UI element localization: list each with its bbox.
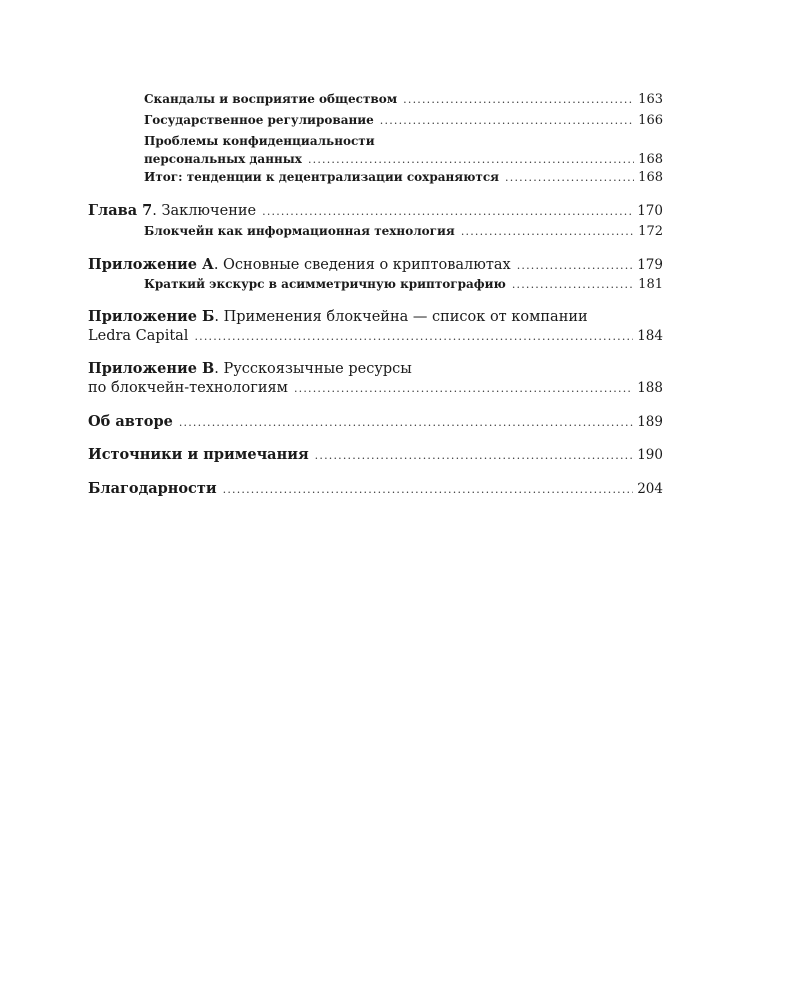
toc-entry-scandals[interactable] <box>144 92 663 110</box>
toc-entry-summary[interactable] <box>144 170 663 188</box>
toc-page-number: 172 <box>638 224 663 239</box>
toc-entry-subtitle: . Заключение <box>152 203 257 219</box>
toc-page-number: 188 <box>637 380 663 396</box>
toc-page-number: 189 <box>637 414 663 430</box>
toc-entry-acknowledgements[interactable] <box>88 480 663 500</box>
dot-leader <box>294 382 633 395</box>
toc-entry-title: Проблемы конфиденциальности <box>144 134 375 148</box>
dot-leader <box>403 93 634 106</box>
toc-entry-title-cont: персональных данных <box>144 152 302 166</box>
toc-entry-regulation[interactable] <box>144 113 663 131</box>
dot-leader <box>512 278 634 291</box>
toc-page-number: 204 <box>637 481 663 497</box>
toc-entry-appendix-b[interactable] <box>88 308 663 348</box>
toc-entry-title: Скандалы и восприятие обществом <box>144 92 398 106</box>
toc-entry-crypto-excursus[interactable] <box>144 277 663 295</box>
dot-leader <box>517 259 634 272</box>
toc-page-number: 163 <box>638 92 663 107</box>
dot-leader <box>223 483 634 496</box>
dot-leader <box>505 171 634 184</box>
toc-page-number: 190 <box>637 447 663 463</box>
toc-entry-title <box>88 256 511 273</box>
toc-page-number: 166 <box>638 113 663 128</box>
toc-page-number: 179 <box>637 257 663 273</box>
toc-entry-title: Итог: тенденции к децентрализации сохраняются <box>144 170 500 184</box>
toc-entry-label: Глава 7 <box>88 202 153 219</box>
toc-page-number: 181 <box>638 277 663 292</box>
toc-entry-label: Приложение А <box>88 256 214 273</box>
toc-page-number: 170 <box>637 203 663 219</box>
toc-entry-label: Благодарности <box>88 480 217 497</box>
toc-entry-subtitle: . Применения блокчейна — список от компании <box>214 309 588 325</box>
toc-entry-blockchain-it[interactable] <box>144 224 663 242</box>
dot-leader <box>315 449 634 462</box>
toc-entry-label: Источники и примечания <box>88 446 309 463</box>
toc-entry-privacy[interactable] <box>144 134 663 170</box>
dot-leader <box>380 114 634 127</box>
toc-entry-title-cont: Ledra Capital <box>88 328 189 344</box>
toc-entry-title <box>88 308 588 325</box>
dot-leader <box>194 330 633 343</box>
toc-entry-subtitle: . Русскоязычные ресурсы <box>214 361 412 377</box>
toc-page-number: 168 <box>638 152 663 167</box>
toc-page-number: 184 <box>637 328 663 344</box>
dot-leader <box>262 205 633 218</box>
toc-entry-label: Приложение В <box>88 360 215 377</box>
toc-entry-title <box>88 360 412 377</box>
toc-entry-title <box>88 202 256 219</box>
toc-entry-label: Об авторе <box>88 413 173 430</box>
dot-leader <box>308 153 634 166</box>
dot-leader <box>461 225 634 238</box>
toc-entry-title: Краткий экскурс в асимметричную криптографию <box>144 277 506 291</box>
toc-entry-title: Блокчейн как информационная технология <box>144 224 455 238</box>
toc-entry-chapter-7[interactable] <box>88 202 663 222</box>
toc-entry-label: Приложение Б <box>88 308 215 325</box>
toc-entry-appendix-a[interactable] <box>88 256 663 276</box>
toc-entry-title-cont: по блокчейн-технологиям <box>88 380 288 396</box>
toc-entry-sources[interactable] <box>88 446 663 466</box>
toc-entry-appendix-v[interactable] <box>88 360 663 400</box>
toc-page-number: 168 <box>638 170 663 185</box>
toc-entry-subtitle: . Основные сведения о криптовалютах <box>213 257 511 273</box>
toc-entry-about-author[interactable] <box>88 413 663 433</box>
toc-entry-title: Государственное регулирование <box>144 113 374 127</box>
dot-leader <box>179 416 633 429</box>
